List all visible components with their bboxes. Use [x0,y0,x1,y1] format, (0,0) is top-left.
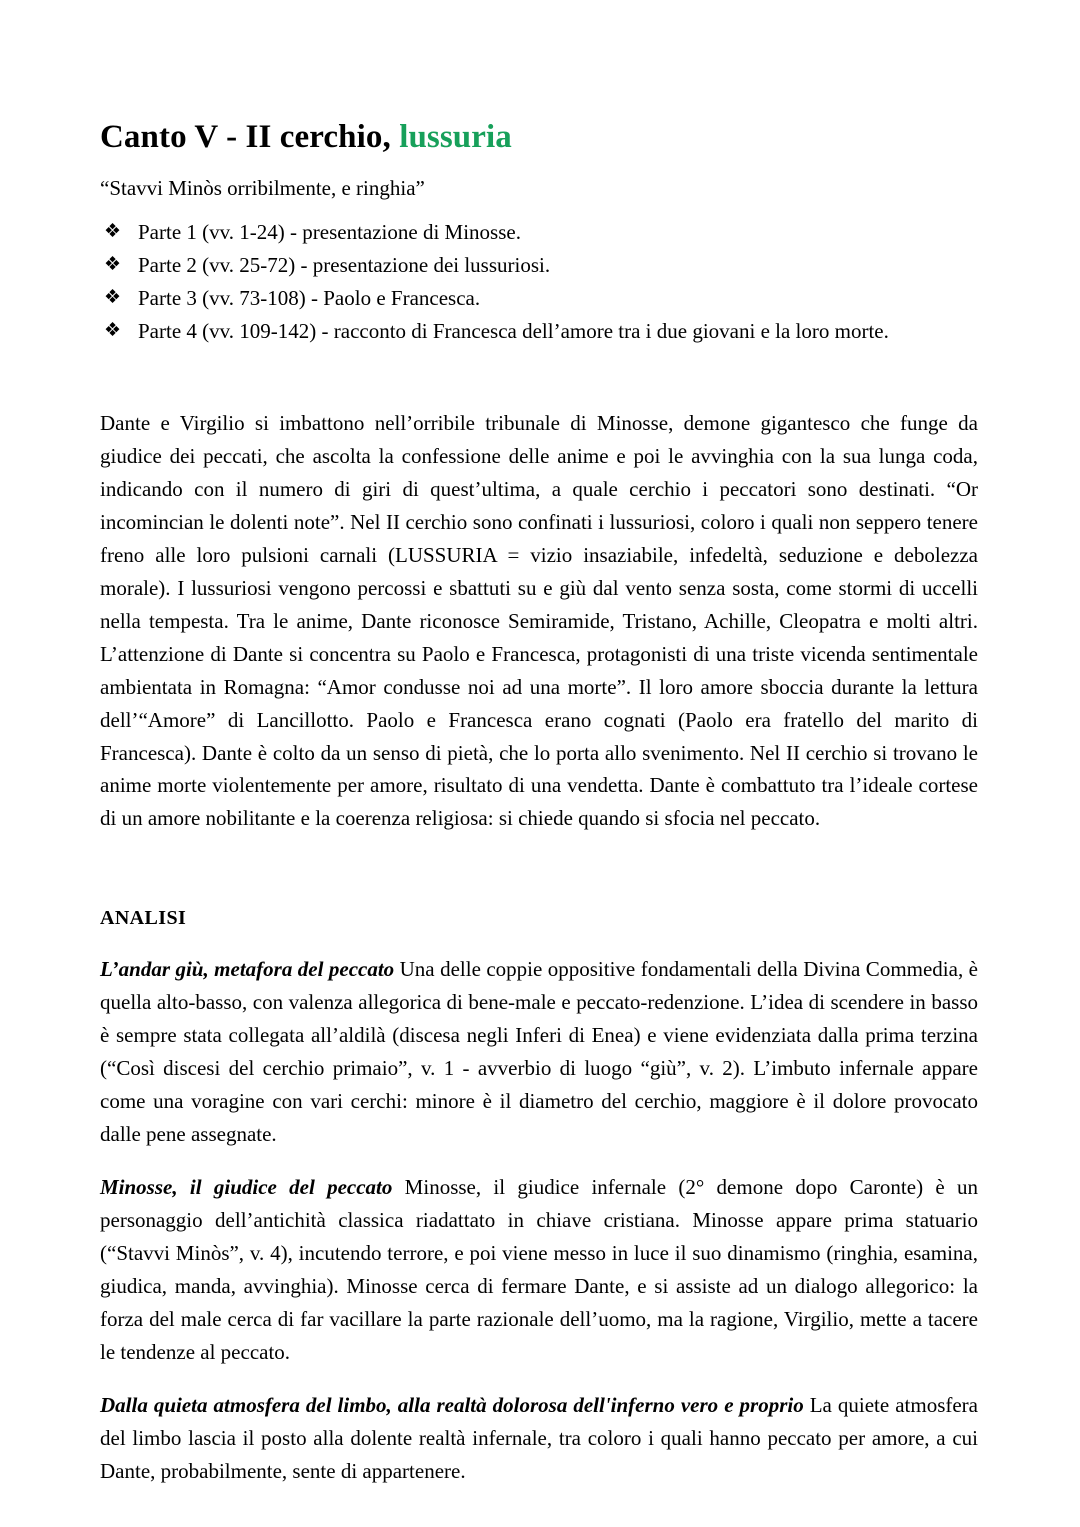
page-title-accent: lussuria [399,119,512,155]
document-body [100,118,978,1508]
list-item-label: Parte 2 (vv. 25-72) - presentazione dei lussuriosi. [138,253,551,278]
list-item [100,316,978,347]
diamond-bullet-icon: ❖ [104,319,122,341]
page-title [100,118,978,157]
analysis-block-text: La quiete atmosfera del limbo lascia il posto alla dolente realtà infernale, tra coloro i quali hanno peccato per amore, a cui Dante, probabilmente, sente di appartenere. [100,1393,978,1483]
spacer [100,849,978,905]
analysis-block-text: Una delle coppie oppositive fondamentali della Divina Commedia, è quella alto-basso, con valenza allegorica di bene-male e peccato-redenzione. L’idea di scendere in basso è sempre stata collegata all’aldilà (discesa negli Inferi di Enea) e viene evidenziata dalla prima terzina (“Così discesi del cerchio primaio”, v. 1 - avverbio di luogo “giù”, v. 2). L’imbuto infernale appare come una voragine con vari cerchi: minore è il diametro del cerchio, maggiore è il dolore provocato dalle pene assegnate. [100,957,978,1147]
list-item-label: Parte 3 (vv. 73-108) - Paolo e Francesca. [138,286,481,311]
analysis-block-lead: Dalla quieta atmosfera del limbo, alla realtà dolorosa dell'inferno vero e proprio [100,1393,804,1418]
list-item [100,217,978,248]
list-item-label: Parte 4 (vv. 109-142) - racconto di Francesca dell’amore tra i due giovani e la loro morte. [138,318,889,343]
analysis-block [100,1389,978,1488]
analysis-block-text: Minosse, il giudice infernale (2° demone dopo Caronte) è un personaggio dell’antichità classica riadattato in chiave cristiana. Minosse appare prima statuario (“Stavvi Minòs”, v. 4), incutendo terrore, e poi viene messo in luce il suo dinamismo (ringhia, esamina, giudica, manda, avvinghia). Minosse cerca di fermare Dante, e si assiste ad un dialogo allegorico: la forza del male cerca di far vacillare la parte razionale dell’uomo, ma la ragione, Virgilio, mette a tacere le tendenze al peccato. [100,1175,978,1365]
list-item-label: Parte 1 (vv. 1-24) - presentazione di Minosse. [138,220,521,245]
diamond-bullet-icon: ❖ [104,221,122,243]
diamond-bullet-icon: ❖ [104,287,122,309]
analysis-block [100,953,978,1151]
diamond-bullet-icon: ❖ [104,254,122,276]
subtitle-quote: “Stavvi Minòs orribilmente, e ringhia” [100,175,425,200]
analysis-block [100,1171,978,1369]
list-item [100,250,978,281]
page-title-main: Canto V - II cerchio, [100,119,400,155]
section-heading-analisi: ANALISI [100,907,187,930]
analysis-block-lead: Minosse, il giudice del peccato [100,1175,393,1200]
outline-list [100,217,978,346]
spacer [100,377,978,407]
list-item [100,283,978,314]
summary-paragraph: Dante e Virgilio si imbattono nell’orribile tribunale di Minosse, demone gigantesco che funge da giudice dei peccati, che ascolta la confessione delle anime e poi le avvinghia con la sua lunga coda, indicando con il numero di giri di quest’ultima, a quale cerchio i peccatori sono destinati. “Or incomincian le dolenti note”. Nel II cerchio sono confinati i lussuriosi, coloro i quali non seppero tenere freno alle loro pulsioni carnali (LUSSURIA = vizio insaziabile, infedeltà, seduzione e debolezza morale). I lussuriosi vengono percossi e sbattuti su e giù dal vento senza sosta, come stormi di uccelli nella tempesta. Tra le anime, Dante riconosce Semiramide, Tristano, Achille, Cleopatra e molti altri. L’attenzione di Dante si concentra su Paolo e Francesca, protagonisti di una triste vicenda sentimentale ambientata in Romagna: “Amor condusse noi ad una morte”. Il loro amore sboccia durante la lettura dell’“Amore” di Lancillotto. Paolo e Francesca erano cognati (Paolo era fratello del marito di Francesca). Dante è colto da un senso di pietà, che lo porta allo svenimento. Nel II cerchio si trovano le anime morte violentemente per amore, risultato di una vendetta. Dante è combattuto tra l’ideale cortese di un amore nobilitante e la coerenza religiosa: si chiede quando si sfocia nel peccato. [100,410,978,831]
analysis-block-lead: L’andar giù, metafora del peccato [100,957,395,982]
